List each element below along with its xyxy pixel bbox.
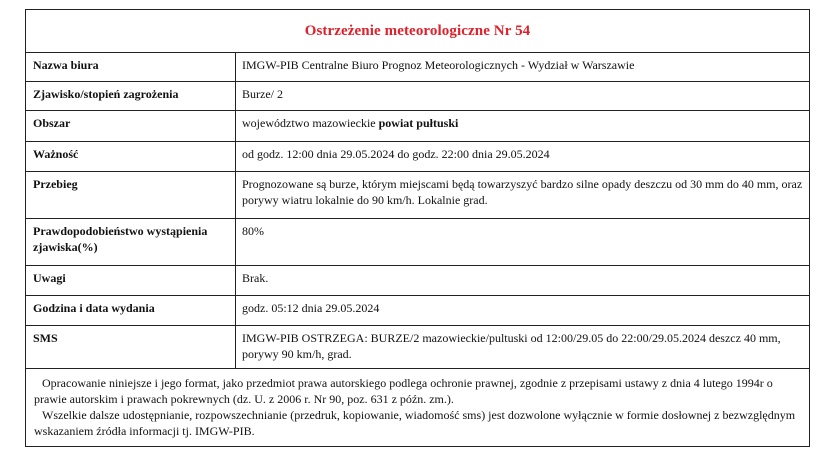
copyright-notice: Opracowanie niniejsze i jego format, jako przedmiot prawa autorskiego podlega ochronie prawnej, zgodnie z przepisami ustawy z dnia 4 lutego 1994r o prawie autorskim i prawach pokrewnych (dz. U. z 2006 r. Nr 90, poz. 631 z późn. zm.). bbox=[34, 376, 773, 406]
row-value-validity: od godz. 12:00 dnia 29.05.2024 do godz. 22:00 dnia 29.05.2024 bbox=[236, 142, 810, 172]
row-value-office: IMGW-PIB Centralne Biuro Prognoz Meteorologicznych - Wydział w Warszawie bbox=[236, 53, 810, 82]
area-county: powiat pułtuski bbox=[378, 116, 459, 130]
row-label-validity: Ważność bbox=[26, 142, 236, 172]
row-value-remarks: Brak. bbox=[236, 266, 810, 296]
row-label-remarks: Uwagi bbox=[26, 266, 236, 296]
row-label-sms: SMS bbox=[26, 326, 236, 369]
table-row bbox=[26, 326, 809, 369]
row-value-phenomenon: Burze/ 2 bbox=[236, 82, 810, 111]
row-value-area bbox=[236, 111, 810, 142]
table-row bbox=[26, 296, 809, 326]
row-value-sms: IMGW-PIB OSTRZEGA: BURZE/2 mazowieckie/pultuski od 12:00/29.05 do 22:00/29.05.2024 deszcz 40 mm, porywy 90 km/h, grad. bbox=[236, 326, 810, 369]
copyright-footer bbox=[26, 371, 809, 439]
table-row bbox=[26, 172, 809, 219]
table-row bbox=[26, 142, 809, 172]
row-label-course: Przebieg bbox=[26, 172, 236, 219]
warning-document bbox=[25, 9, 810, 447]
row-label-area: Obszar bbox=[26, 111, 236, 142]
table-row bbox=[26, 111, 809, 142]
row-label-issued: Godzina i data wydania bbox=[26, 296, 236, 326]
row-label-office: Nazwa biura bbox=[26, 53, 236, 82]
row-value-course: Prognozowane są burze, którym miejscami będą towarzyszyć bardzo silne opady deszczu od 30 mm do 40 mm, oraz porywy wiatru lokalnie do 90 km/h. Lokalnie grad. bbox=[236, 172, 810, 219]
row-value-issued: godz. 05:12 dnia 29.05.2024 bbox=[236, 296, 810, 326]
row-label-phenomenon: Zjawisko/stopień zagrożenia bbox=[26, 82, 236, 111]
warning-details-table bbox=[26, 52, 809, 369]
table-row bbox=[26, 266, 809, 296]
area-voivodeship: województwo mazowieckie bbox=[242, 116, 379, 130]
redistribution-notice: Wszelkie dalsze udostępnianie, rozpowszechnianie (przedruk, kopiowanie, wiadomość sms) jest dozwolone wyłącznie w formie dosłownej z bezwzględnym wskazaniem źródła informacji tj. IMGW-PIB. bbox=[34, 408, 796, 438]
table-row bbox=[26, 53, 809, 82]
document-title: Ostrzeżenie meteorologiczne Nr 54 bbox=[304, 22, 531, 39]
table-row bbox=[26, 219, 809, 266]
row-label-probability: Prawdopodobieństwo wystąpienia zjawiska(%) bbox=[26, 219, 236, 266]
table-row bbox=[26, 82, 809, 111]
row-value-probability: 80% bbox=[236, 219, 810, 266]
